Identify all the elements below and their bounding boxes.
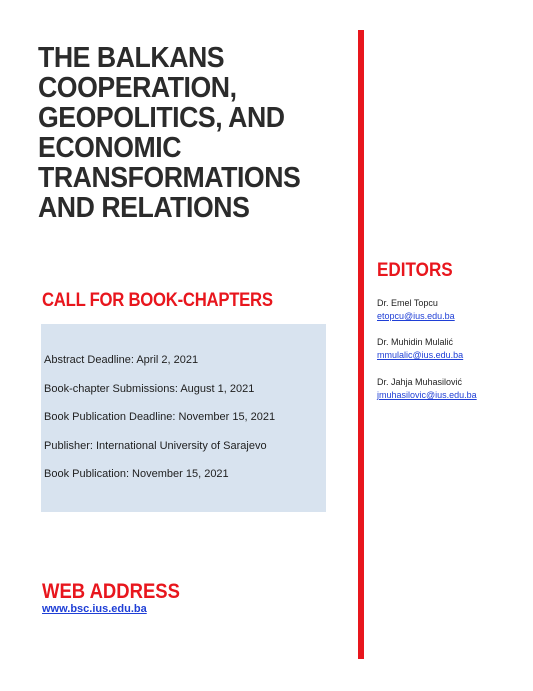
title-line: COOPERATION, [38,72,237,104]
editor-email-link[interactable]: etopcu@ius.edu.ba [377,311,455,321]
title-line: THE BALKANS [38,42,225,74]
deadline-item: Book Publication: November 15, 2021 [44,468,229,480]
vertical-divider [358,30,364,659]
editor-name: Dr. Jahja Muhasilović [377,377,463,387]
title-line: TRANSFORMATIONS [38,162,301,194]
editors-heading: EDITORS [377,260,453,281]
deadline-box [41,324,326,512]
editor-name: Dr. Emel Topcu [377,298,438,308]
deadline-item: Publisher: International University of Sarajevo [44,440,267,452]
document-title [38,43,314,223]
title-line: GEOPOLITICS, AND [38,102,285,134]
deadline-item: Book Publication Deadline: November 15, 2021 [44,411,276,423]
editor-email-link[interactable]: mmulalic@ius.edu.ba [377,350,464,360]
web-address-link[interactable]: www.bsc.ius.edu.ba [42,603,147,615]
title-line: ECONOMIC [38,132,182,164]
title-line: AND RELATIONS [38,192,250,224]
editor-name: Dr. Muhidin Mulalić [377,337,454,347]
web-address-heading: WEB ADDRESS [42,580,180,603]
call-heading: CALL FOR BOOK-CHAPTERS [42,290,273,311]
editor-email-link[interactable]: jmuhasilovic@ius.edu.ba [377,390,477,400]
deadline-item: Book-chapter Submissions: August 1, 2021 [44,383,255,395]
deadline-item: Abstract Deadline: April 2, 2021 [44,354,199,366]
